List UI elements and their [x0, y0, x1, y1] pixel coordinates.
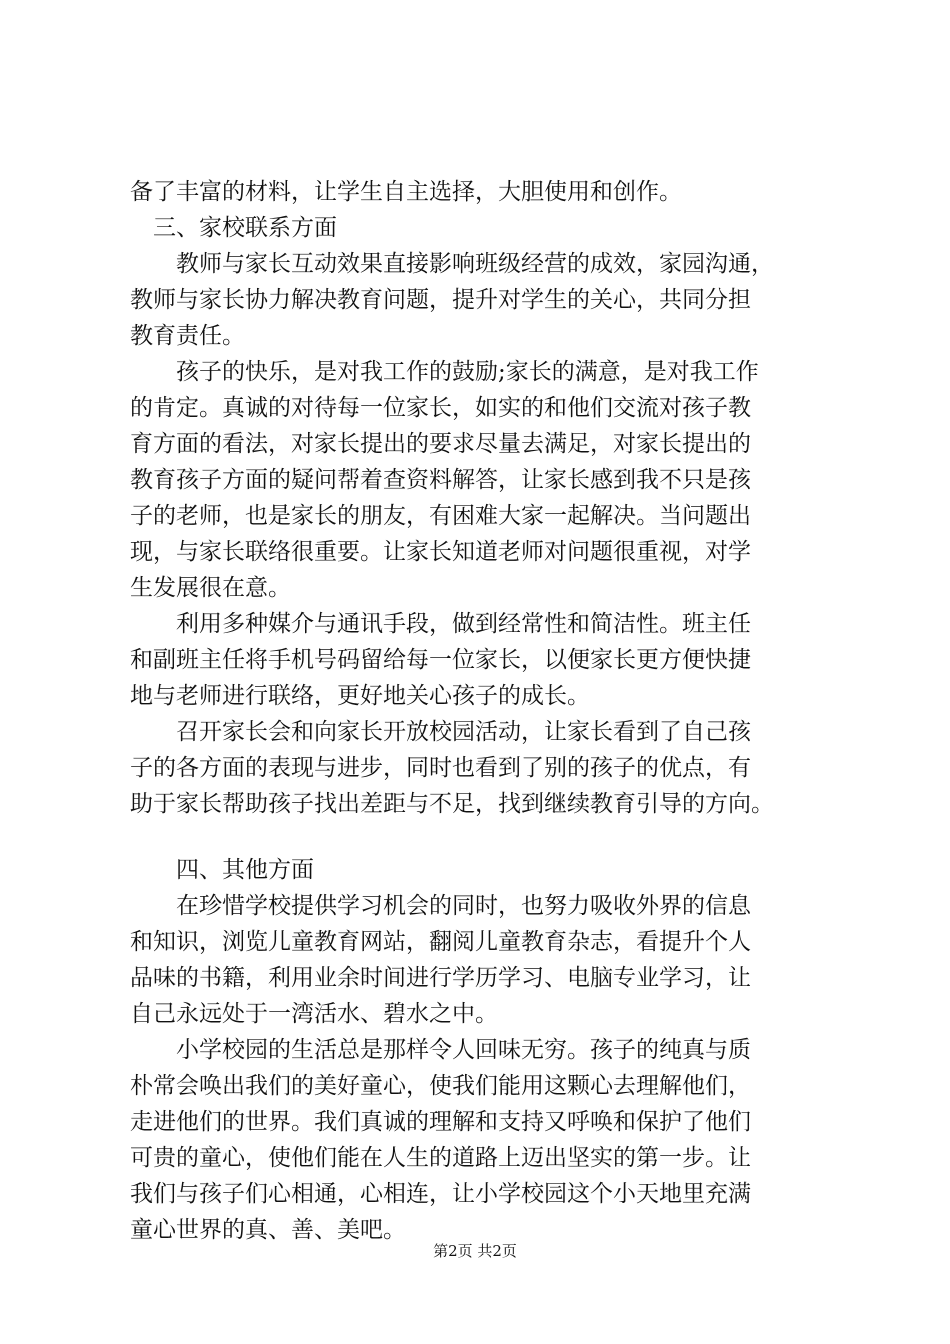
- text-line: 和副班主任将手机号码留给每一位家长，以便家长更方便快捷: [130, 647, 751, 673]
- text-line: 我们与孩子们心相通，心相连，让小学校园这个小天地里充满: [130, 1181, 751, 1207]
- text-line: 召开家长会和向家长开放校园活动，让家长看到了自己孩: [130, 719, 751, 745]
- section-heading: 三、家校联系方面: [130, 215, 337, 241]
- text-line: 自己永远处于一湾活水、碧水之中。: [130, 1001, 498, 1027]
- text-line: 孩子的快乐，是对我工作的鼓励;家长的满意，是对我工作: [130, 359, 759, 385]
- text-line: 子的各方面的表现与进步，同时也看到了别的孩子的优点，有: [130, 755, 751, 781]
- text-line: 走进他们的世界。我们真诚的理解和支持又呼唤和保护了他们: [130, 1109, 751, 1135]
- text-line: 在珍惜学校提供学习机会的同时，也努力吸收外界的信息: [130, 893, 751, 919]
- text-line: 助于家长帮助孩子找出差距与不足，找到继续教育引导的方向。: [130, 791, 774, 817]
- text-line: 教师与家长协力解决教育问题，提升对学生的关心，共同分担: [130, 287, 751, 313]
- text-line: 子的老师，也是家长的朋友，有困难大家一起解决。当问题出: [130, 503, 751, 529]
- text-line: 地与老师进行联络，更好地关心孩子的成长。: [130, 683, 590, 709]
- text-line: 小学校园的生活总是那样令人回味无穷。孩子的纯真与质: [130, 1037, 751, 1063]
- section-heading: 四、其他方面: [130, 857, 314, 883]
- text-line: 朴常会唤出我们的美好童心，使我们能用这颗心去理解他们，: [130, 1073, 751, 1099]
- text-line: 教育孩子方面的疑问帮着查资料解答，让家长感到我不只是孩: [130, 467, 751, 493]
- text-line: 可贵的童心，使他们能在人生的道路上迈出坚实的第一步。让: [130, 1145, 751, 1171]
- text-line: 童心世界的真、善、美吧。: [130, 1217, 406, 1243]
- text-line: 育方面的看法，对家长提出的要求尽量去满足，对家长提出的: [130, 431, 751, 457]
- text-line: 利用多种媒介与通讯手段，做到经常性和简洁性。班主任: [130, 611, 751, 637]
- text-line: 教育责任。: [130, 323, 245, 349]
- text-line: 品味的书籍，利用业余时间进行学历学习、电脑专业学习，让: [130, 965, 751, 991]
- text-line: 现，与家长联络很重要。让家长知道老师对问题很重视，对学: [130, 539, 751, 565]
- text-line: 的肯定。真诚的对待每一位家长，如实的和他们交流对孩子教: [130, 395, 751, 421]
- text-line: 备了丰富的材料，让学生自主选择，大胆使用和创作。: [130, 179, 682, 205]
- text-line: 教师与家长互动效果直接影响班级经营的成效，家园沟通，: [130, 251, 774, 277]
- page-footer: 第2页 共2页: [433, 1242, 517, 1260]
- text-line: 生发展很在意。: [130, 575, 291, 601]
- text-line: 和知识，浏览儿童教育网站，翻阅儿童教育杂志，看提升个人: [130, 929, 751, 955]
